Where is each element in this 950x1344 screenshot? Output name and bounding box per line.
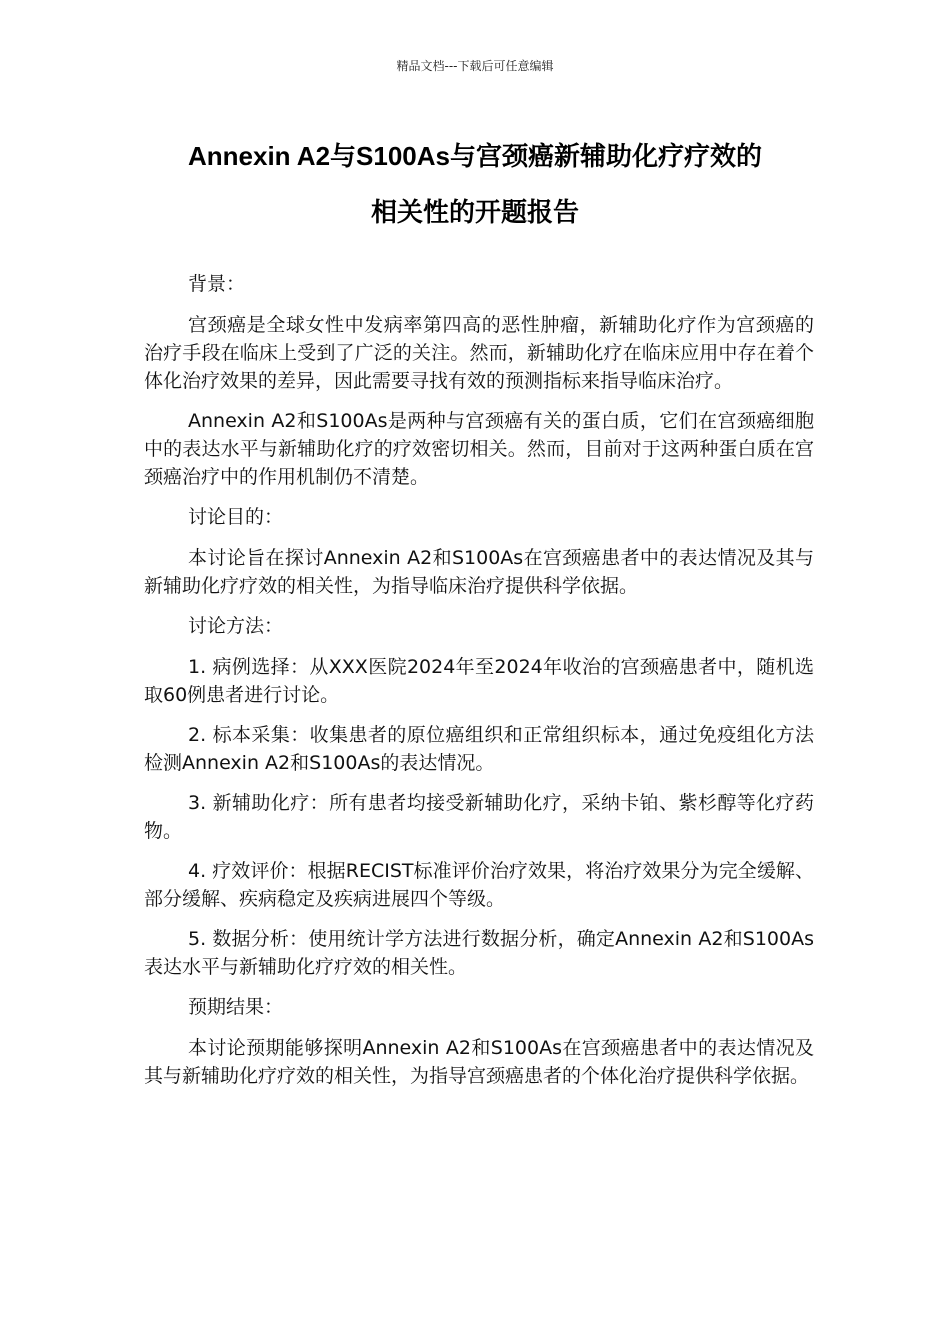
method-item-4: 4. 疗效评价：根据RECIST标准评价治疗效果，将治疗效果分为完全缓解、部分缓解、疾病稳定及疾病进展四个等级。 xyxy=(144,860,814,910)
title-line-1: Annexin A2与S100As与宫颈癌新辅助化疗疗效的 xyxy=(187,141,763,171)
method-item-5: 5. 数据分析：使用统计学方法进行数据分析，确定Annexin A2和S100As表达水平与新辅助化疗疗效的相关性。 xyxy=(144,928,814,978)
purpose-paragraph: 本讨论旨在探讨Annexin A2和S100As在宫颈癌患者中的表达情况及其与新辅助化疗疗效的相关性，为指导临床治疗提供科学依据。 xyxy=(144,547,814,597)
document-body xyxy=(144,270,814,1102)
page-header-note: 精品文档---下载后可任意编辑 xyxy=(396,59,554,73)
document-title xyxy=(100,128,850,240)
background-paragraph-2: Annexin A2和S100As是两种与宫颈癌有关的蛋白质，它们在宫颈癌细胞中的表达水平与新辅助化疗的疗效密切相关。然而，目前对于这两种蛋白质在宫颈癌治疗中的作用机制仍不清楚。 xyxy=(144,410,814,488)
method-item-1: 1. 病例选择：从XXX医院2024年至2024年收治的宫颈癌患者中，随机选取60例患者进行讨论。 xyxy=(144,656,814,706)
methods-heading: 讨论方法： xyxy=(188,615,284,637)
results-heading: 预期结果： xyxy=(188,996,284,1018)
method-item-3: 3. 新辅助化疗：所有患者均接受新辅助化疗，采纳卡铂、紫杉醇等化疗药物。 xyxy=(144,792,814,842)
background-paragraph-1: 宫颈癌是全球女性中发病率第四高的恶性肿瘤，新辅助化疗作为宫颈癌的治疗手段在临床上受到了广泛的关注。然而，新辅助化疗在临床应用中存在着个体化治疗效果的差异，因此需要寻找有效的预测指标来指导临床治疗。 xyxy=(144,314,814,392)
purpose-heading: 讨论目的： xyxy=(188,506,284,528)
method-item-2: 2. 标本采集：收集患者的原位癌组织和正常组织标本，通过免疫组化方法检测Annexin A2和S100As的表达情况。 xyxy=(144,724,814,774)
results-paragraph: 本讨论预期能够探明Annexin A2和S100As在宫颈癌患者中的表达情况及其与新辅助化疗疗效的相关性，为指导宫颈癌患者的个体化治疗提供科学依据。 xyxy=(144,1037,814,1087)
title-line-2: 相关性的开题报告 xyxy=(370,197,579,227)
background-heading: 背景： xyxy=(188,273,246,295)
